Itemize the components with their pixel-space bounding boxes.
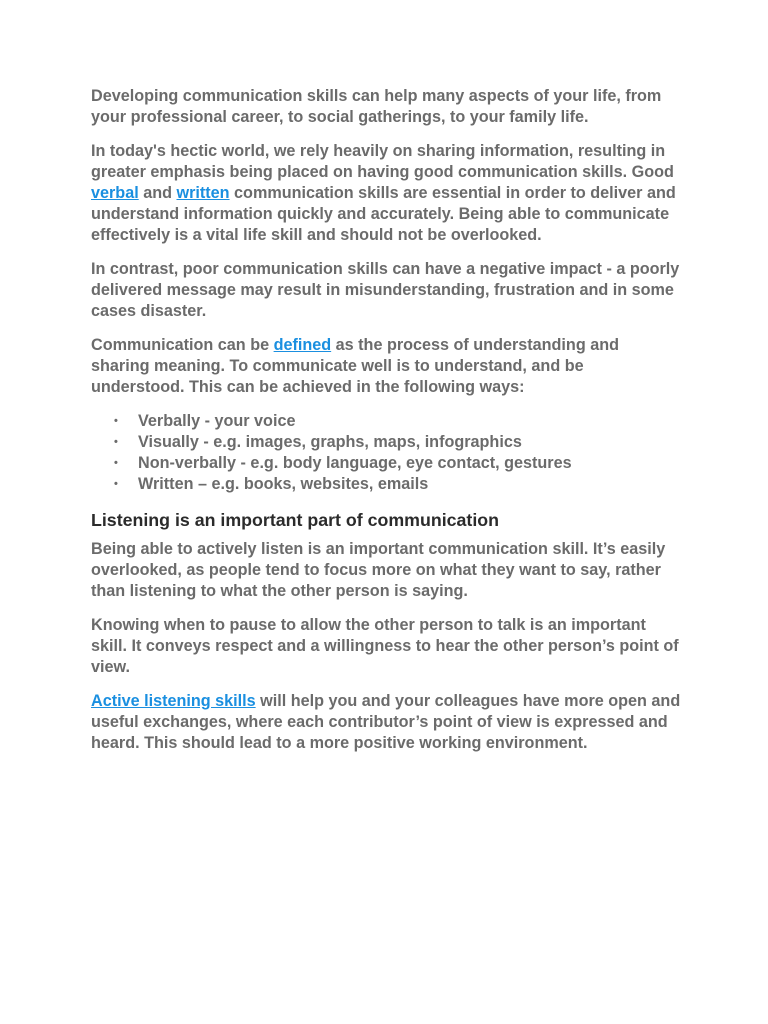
active-listening-skills-link[interactable]: Active listening skills [91,692,256,710]
paragraph-text: as the process of understanding and sharing meaning. To communicate well is to understand, and be understood. This can be achieved in the following ways: [91,336,619,396]
active-listening-paragraph [91,691,681,754]
verbal-link[interactable]: verbal [91,184,139,202]
paragraph-text: In today's hectic world, we rely heavily on sharing information, resulting in greater emphasis being placed on having good communication skills. Good [91,142,674,181]
list-item: • Verbally - your voice [138,411,681,432]
list-item: • Visually - e.g. images, graphs, maps, infographics [138,432,681,453]
poor-communication-paragraph [91,259,681,322]
written-link[interactable]: written [176,184,230,202]
paragraph-text: In contrast, poor communication skills can have a negative impact - a poorly delivered message may result in misunderstanding, frustration and in some cases disaster. [91,260,680,320]
definition-paragraph [91,335,681,398]
list-item: • Written – e.g. books, websites, emails [138,474,681,495]
article-body [91,86,681,767]
paragraph-text: Being able to actively listen is an important communication skill. It’s easily overlooked, as people tend to focus more on what they want to say, rather than listening to what the other person is saying. [91,540,666,600]
communication-ways-list [91,411,681,495]
paragraph-text: communication skills are essential in order to deliver and understand information quickly and accurately. Being able to communicate effectively is a vital life skill and should not be overlooked. [91,184,676,244]
sharing-information-paragraph [91,141,681,246]
paragraph-text: Communication can be [91,336,274,354]
paragraph-text: Knowing when to pause to allow the other person to talk is an important skill. It conveys respect and a willingness to hear the other person’s point of view. [91,616,679,676]
list-item: • Non-verbally - e.g. body language, eye contact, gestures [138,453,681,474]
pause-paragraph [91,615,681,678]
defined-link[interactable]: defined [273,336,332,354]
intro-paragraph [91,86,681,128]
paragraph-text: will help you and your colleagues have more open and useful exchanges, where each contributor’s point of view is expressed and heard. This should lead to a more positive working environment. [91,692,681,752]
intro-text: Developing communication skills can help many aspects of your life, from your professional career, to social gatherings, to your family life. [91,87,662,126]
active-listen-paragraph [91,539,681,602]
listening-heading: Listening is an important part of communication [91,510,500,530]
paragraph-text: and [143,184,177,202]
